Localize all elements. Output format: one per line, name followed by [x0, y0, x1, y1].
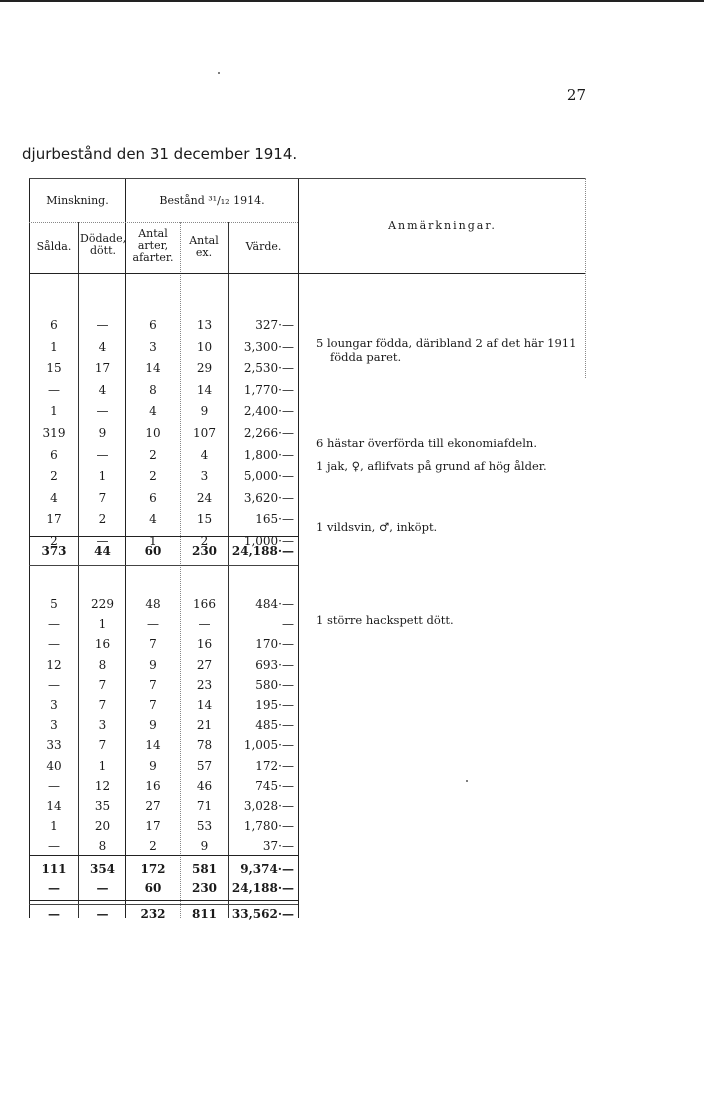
- table-row-col-4: 2,266·—: [243, 426, 294, 440]
- table-row-col-0: 17: [46, 512, 62, 527]
- table-row-col-3: 23: [196, 677, 213, 692]
- table-row-col-1: 7: [98, 490, 107, 505]
- table-row-col-0: —: [48, 778, 60, 793]
- table-row-col-1: 4: [98, 382, 107, 397]
- grand-total-row-col-1: —: [96, 907, 109, 921]
- header-antal-ex: Antal ex.: [189, 234, 219, 259]
- table-row-col-3: 14: [196, 698, 213, 712]
- table-row-col-1: 16: [94, 637, 111, 652]
- table-row-col-1: 7: [98, 677, 107, 692]
- table-row-col-1: 229: [91, 597, 114, 611]
- total-row-col-1: 44: [94, 544, 111, 558]
- table-row-col-2: 8: [149, 382, 157, 397]
- table-row-col-4: 1,770·—: [243, 382, 294, 397]
- table-row-col-3: 46: [196, 778, 213, 793]
- table-row-col-3: 13: [196, 318, 213, 332]
- table-row-col-3: 53: [196, 819, 213, 834]
- header-salda: Sålda.: [36, 240, 72, 253]
- table-row-col-3: —: [198, 617, 211, 632]
- table-row-col-0: —: [48, 839, 60, 854]
- table-row-col-2: 2: [149, 839, 157, 854]
- table-row-col-0: 6: [50, 318, 58, 332]
- grand-total-row-col-0: —: [48, 907, 60, 921]
- table-row-col-0: 12: [46, 657, 62, 672]
- table-row-col-1: 20: [94, 819, 111, 834]
- table-row-col-0: —: [48, 617, 60, 632]
- table-row-col-2: 9: [149, 758, 157, 773]
- total-row-col-2: 172: [140, 862, 166, 876]
- table-row-col-2: 2: [149, 469, 157, 484]
- table-row-col-3: 78: [196, 738, 213, 753]
- table-row-col-1: 8: [98, 839, 107, 854]
- header-anmarkningar: Anmärkningar.: [388, 219, 497, 232]
- table-row-col-0: 5: [50, 597, 58, 611]
- table-row-col-0: 319: [42, 426, 66, 440]
- table-row-col-1: 4: [98, 339, 107, 354]
- table-row-col-1: 1: [98, 469, 107, 484]
- table-row-col-1: —: [96, 447, 109, 462]
- table-row-col-2: 27: [145, 799, 161, 813]
- table-row-col-4: 1,780·—: [243, 819, 294, 834]
- table-row-col-0: 3: [50, 698, 58, 712]
- table-row-col-2: 10: [145, 426, 161, 440]
- table-row-col-0: 14: [46, 799, 62, 813]
- table-row-col-3: 9: [200, 404, 209, 419]
- note-loungar-2: födda paret.: [330, 350, 402, 364]
- table-row-col-4: 2,400·—: [243, 404, 294, 419]
- table-row-col-2: —: [147, 617, 159, 632]
- table-row-col-2: 1: [149, 534, 157, 548]
- total-row-col-3: 230: [191, 544, 218, 558]
- table-row-col-4: 195·—: [255, 698, 294, 712]
- table-row-col-4: 484·—: [255, 597, 294, 611]
- table-row-col-3: 29: [196, 361, 213, 376]
- header-bestand: Bestånd ³¹/₁₂ 1914.: [159, 194, 265, 207]
- table-row-col-4: —: [282, 617, 294, 632]
- table-row-col-1: 8: [98, 657, 107, 672]
- scan-speck: [218, 72, 220, 74]
- table-row-col-2: 17: [145, 819, 161, 834]
- page-top-edge: [0, 0, 704, 2]
- table-row-col-4: 3,300·—: [243, 339, 294, 354]
- total-row-col-2: 60: [144, 544, 162, 558]
- table-row-col-1: 3: [98, 718, 107, 733]
- total-row-col-1: 354: [89, 862, 116, 876]
- note-loungar-1: 5 loungar födda, däribland 2 af det här 1911: [316, 336, 577, 350]
- table-row-col-0: —: [48, 677, 60, 692]
- table-row-col-0: 6: [50, 447, 58, 462]
- note-hackspett: 1 större hackspett dött.: [316, 613, 454, 627]
- table-row-col-4: 1,005·—: [243, 738, 294, 753]
- table-row-col-2: 7: [149, 698, 157, 712]
- total-row-col-0: 111: [41, 862, 67, 876]
- table-row-col-2: 3: [149, 339, 157, 354]
- table-row-col-4: 693·—: [255, 657, 294, 672]
- scan-speck: [466, 780, 468, 782]
- table-row-col-0: 2: [50, 534, 58, 548]
- table-row-col-2: 48: [145, 597, 161, 611]
- note-hastar: 6 hästar överförda till ekonomiafdeln.: [316, 436, 537, 450]
- grand-total-row-col-4: 33,562·—: [231, 907, 294, 921]
- table-row-col-4: 37·—: [262, 839, 294, 854]
- table-row-col-3: 27: [196, 657, 213, 672]
- table-row-col-2: 6: [149, 318, 157, 332]
- total-row-col-3: 581: [191, 862, 218, 876]
- table-row-col-1: 9: [98, 426, 107, 440]
- table-row-col-1: 35: [94, 799, 111, 813]
- table-row-col-0: 1: [50, 339, 58, 354]
- carried-row-col-1: —: [96, 881, 109, 895]
- table-row-col-1: 12: [94, 778, 111, 793]
- table-row-col-2: 9: [149, 718, 157, 733]
- table-row-col-3: 21: [196, 718, 213, 733]
- note-jak: 1 jak, ♀, aflifvats på grund af hög ålder.: [316, 459, 547, 473]
- table-row-col-4: 1,000·—: [243, 534, 294, 548]
- carried-row-col-3: 230: [191, 881, 218, 895]
- table-row-col-2: 9: [149, 657, 157, 672]
- table-row-col-1: 1: [98, 617, 107, 632]
- table-row-col-3: 24: [196, 490, 213, 505]
- header-minskning: Minskning.: [46, 194, 109, 207]
- table-row-col-0: 15: [46, 361, 62, 376]
- header-varde: Värde.: [245, 240, 282, 253]
- table-row-col-1: —: [96, 534, 109, 548]
- table-row-col-4: 745·—: [255, 778, 294, 793]
- table-row-col-3: 2: [200, 534, 209, 548]
- table-row-col-1: 7: [98, 738, 107, 753]
- table-row-col-2: 2: [149, 447, 157, 462]
- table-row-col-4: 170·—: [255, 637, 294, 652]
- table-row-col-0: —: [48, 382, 60, 397]
- table-row-col-2: 7: [149, 677, 157, 692]
- page-heading: djurbestånd den 31 december 1914.: [22, 145, 298, 163]
- table-row-col-1: 7: [98, 698, 107, 712]
- header-dodade: Dödade, dött.: [80, 232, 127, 257]
- table-row-col-1: 1: [98, 758, 107, 773]
- note-vildsvin: 1 vildsvin, ♂, inköpt.: [316, 520, 438, 534]
- table-row-col-3: 71: [196, 799, 213, 813]
- carried-row-col-0: —: [48, 881, 60, 895]
- table-row-col-3: 4: [200, 447, 209, 462]
- carried-row-col-2: 60: [144, 881, 162, 895]
- table-row-col-3: 166: [193, 597, 216, 611]
- table-row-col-2: 6: [149, 490, 157, 505]
- table-row-col-3: 16: [196, 637, 213, 652]
- table-row-col-1: —: [96, 318, 109, 332]
- table-row-col-1: —: [96, 404, 109, 419]
- grand-total-row-col-3: 811: [191, 907, 218, 921]
- table-row-col-4: 165·—: [255, 512, 294, 527]
- table-row-col-3: 3: [200, 469, 209, 484]
- table-row-col-2: 7: [149, 637, 157, 652]
- table-row-col-3: 14: [196, 382, 213, 397]
- table-row-col-2: 4: [149, 404, 157, 419]
- table-row-col-4: 580·—: [255, 677, 294, 692]
- table-row-col-2: 4: [149, 512, 157, 527]
- grand-total-row-col-2: 232: [140, 907, 166, 921]
- table-row-col-4: 2,530·—: [243, 361, 294, 376]
- total-row-col-0: 373: [41, 544, 67, 558]
- table-row-col-0: 2: [50, 469, 58, 484]
- table-row-col-4: 5,000·—: [243, 469, 294, 484]
- table-row-col-2: 14: [145, 361, 161, 376]
- table-row-col-4: 172·—: [255, 758, 294, 773]
- table-row-col-2: 16: [145, 778, 161, 793]
- table-row-col-0: 4: [50, 490, 58, 505]
- table-row-col-4: 485·—: [255, 718, 294, 733]
- table-row-col-1: 2: [98, 512, 107, 527]
- total-row-col-4: 9,374·—: [240, 862, 294, 876]
- total-row-col-4: 24,188·—: [231, 544, 294, 558]
- table-row-col-3: 57: [196, 758, 213, 773]
- carried-row-col-4: 24,188·—: [231, 881, 294, 895]
- table-row-col-3: 9: [200, 839, 209, 854]
- table-row-col-0: 1: [50, 819, 58, 834]
- table-row-col-2: 14: [145, 738, 161, 753]
- table-row-col-0: 33: [46, 738, 62, 753]
- table-row-col-0: 40: [46, 758, 62, 773]
- table-row-col-4: 1,800·—: [243, 447, 294, 462]
- header-antal-arter: Antal arter, afarter.: [132, 227, 174, 264]
- table-row-col-0: 3: [50, 718, 58, 733]
- table-row-col-0: 1: [50, 404, 58, 419]
- table-row-col-3: 10: [196, 339, 213, 354]
- table-row-col-4: 3,028·—: [243, 799, 294, 813]
- table-row-col-4: 327·—: [255, 318, 294, 332]
- table-row-col-3: 107: [193, 426, 216, 440]
- table-row-col-4: 3,620·—: [243, 490, 294, 505]
- table-row-col-1: 17: [94, 361, 111, 376]
- page-number: 27: [566, 86, 586, 104]
- table-row-col-0: —: [48, 637, 60, 652]
- table-row-col-3: 15: [196, 512, 213, 527]
